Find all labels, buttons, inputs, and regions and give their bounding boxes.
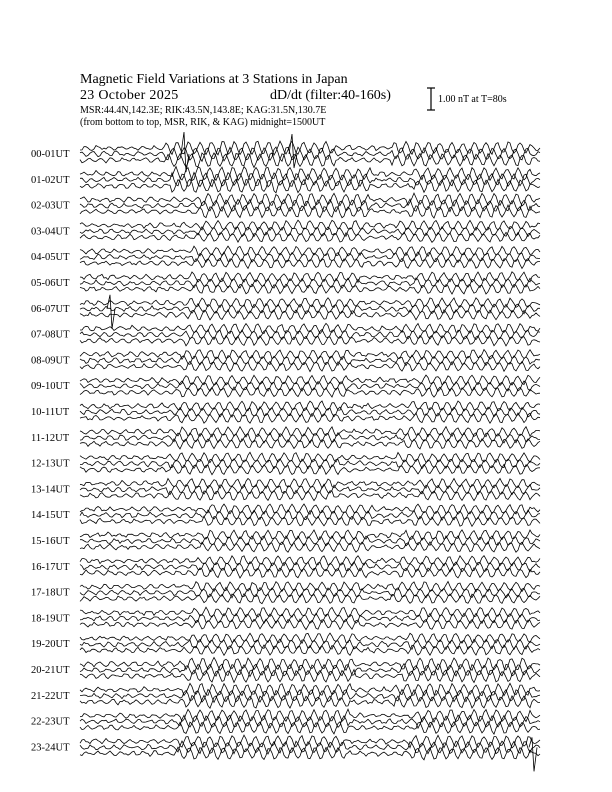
trace-rik [80, 199, 540, 212]
trace-msr [80, 153, 540, 168]
hour-label: 12-13UT [31, 458, 70, 470]
scale-label: 1.00 nT at T=80s [438, 94, 507, 105]
hour-label: 17-18UT [31, 587, 70, 599]
trace-msr [80, 179, 540, 193]
hour-label: 18-19UT [31, 613, 70, 625]
trace-kag [80, 683, 540, 696]
trace-kag [80, 375, 540, 385]
trace-rik [80, 741, 540, 754]
trace-kag [80, 220, 540, 230]
order-note: (from bottom to top, MSR, RIK, & KAG) midnight=1500UT [80, 117, 326, 128]
trace-msr [80, 284, 540, 294]
hour-label: 10-11UT [31, 407, 70, 418]
hour-label: 09-10UT [31, 381, 70, 393]
trace-msr [80, 670, 540, 683]
quantity-label: dD/dt (filter:40-160s) [270, 88, 391, 103]
hour-label: 21-22UT [31, 690, 70, 702]
trace-kag [80, 350, 540, 360]
trace-kag [80, 709, 540, 722]
hour-label: 03-04UT [31, 226, 70, 238]
hour-label: 14-15UT [31, 510, 70, 522]
hour-label: 06-07UT [31, 303, 70, 315]
trace-kag [80, 193, 540, 206]
trace-kag [80, 427, 540, 437]
hour-label: 00-01UT [31, 149, 70, 160]
hour-label: 04-05UT [31, 252, 70, 264]
hour-label: 19-20UT [31, 639, 70, 651]
trace-rik [80, 536, 540, 546]
hour-label: 11-12UT [31, 432, 70, 444]
trace-kag [80, 633, 540, 643]
trace-rik [80, 381, 540, 391]
trace-msr [80, 695, 540, 708]
trace-kag [80, 246, 540, 256]
hour-label: 23-24UT [31, 742, 70, 754]
trace-rik [80, 562, 540, 572]
trace-msr [80, 516, 540, 526]
hour-label: 16-17UT [31, 561, 70, 573]
trace-msr [80, 619, 540, 630]
trace-kag [80, 401, 540, 411]
trace-msr [80, 747, 540, 760]
trace-msr [80, 568, 540, 578]
trace-spike [107, 295, 115, 329]
trace-kag [80, 582, 540, 592]
trace-kag [80, 504, 540, 514]
hour-label: 01-02UT [31, 174, 70, 186]
trace-kag [80, 452, 540, 462]
hour-label: 02-03UT [31, 200, 70, 212]
trace-rik [80, 407, 540, 417]
trace-rik [80, 227, 540, 237]
hour-label: 05-06UT [31, 278, 70, 289]
hour-label: 20-21UT [31, 665, 70, 676]
trace-msr [80, 721, 540, 734]
trace-msr [80, 310, 540, 320]
hour-label: 15-16UT [31, 536, 70, 547]
chart-title: Magnetic Field Variations at 3 Stations in Japan [80, 72, 348, 87]
trace-msr [80, 490, 540, 500]
hour-label: 22-23UT [31, 716, 70, 728]
trace-msr [80, 542, 540, 552]
trace-kag [80, 735, 540, 748]
stations-label: MSR:44.4N,142.3E; RIK:43.5N,143.8E; KAG:31.5N,130.7E [80, 105, 327, 116]
trace-msr [80, 361, 540, 371]
trace-rik [80, 252, 540, 262]
hour-label: 13-14UT [31, 484, 70, 496]
trace-rik [80, 355, 540, 365]
trace-kag [80, 607, 540, 617]
trace-kag [80, 272, 540, 283]
hour-label: 07-08UT [31, 329, 70, 341]
trace-msr [80, 336, 540, 346]
scale-bar [427, 88, 435, 110]
date-label: 23 October 2025 [80, 88, 179, 103]
trace-kag [80, 323, 540, 333]
trace-kag [80, 556, 540, 566]
hour-label: 08-09UT [31, 355, 70, 367]
